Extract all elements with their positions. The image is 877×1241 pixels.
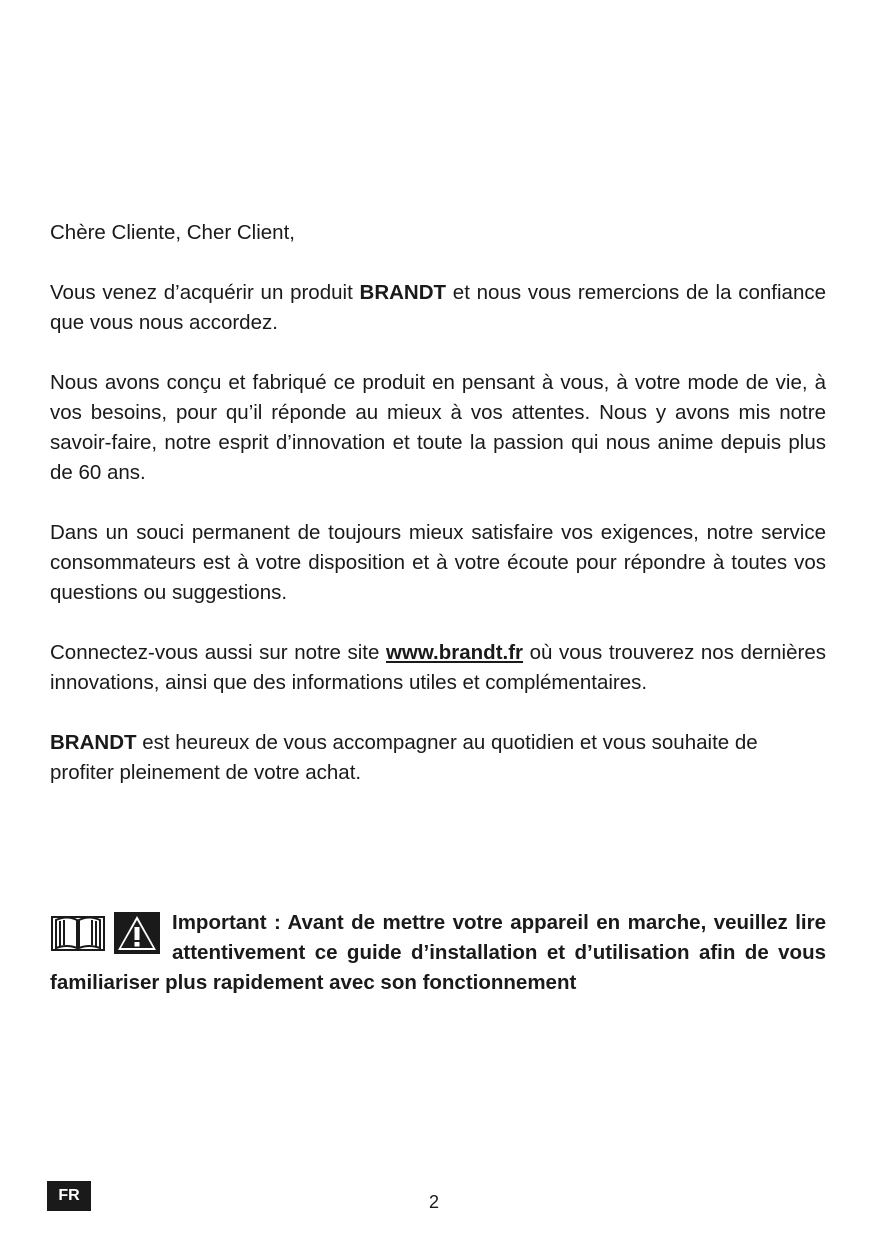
- paragraph-design: Nous avons conçu et fabriqué ce produit en pensant à vous, à votre mode de vie, à vos besoins, pour qu’il réponde au mieux à vos attentes. Nous y avons mis notre savoir-faire, notre esprit d’innovation et toute la passion qui nous anime depuis plus de 60 ans.: [50, 371, 826, 484]
- language-badge: FR: [47, 1181, 91, 1211]
- paragraph-website: [50, 638, 826, 698]
- website-link[interactable]: www.brandt.fr: [385, 641, 524, 664]
- p1-text-before: Vous venez d’acquérir un produit: [50, 281, 360, 304]
- p4-text-before: Connectez-vous aussi sur notre site: [50, 641, 386, 664]
- letter-body: [50, 218, 826, 818]
- warning-icon: [114, 912, 160, 954]
- notice-text: Important : Avant de mettre votre appareil en marche, veuillez lire attentivement ce guide d’installation et d’utilisation afin de vous familiariser plus rapidement avec son fonctionnement: [50, 911, 826, 994]
- p5-text-after: est heureux de vous accompagner au quotidien et vous souhaite de profiter pleinement de votre achat.: [50, 731, 758, 784]
- paragraph-service: Dans un souci permanent de toujours mieux satisfaire vos exigences, notre service consommateurs est à votre disposition et à votre écoute pour répondre à toutes vos questions ou suggestions.: [50, 521, 826, 604]
- paragraph-closing: [50, 728, 826, 788]
- brand-name: BRANDT: [359, 281, 447, 304]
- paragraph-thanks: [50, 278, 826, 338]
- p1-text-after: et nous vous remercions de la confiance que vous nous accordez.: [50, 281, 827, 334]
- brand-name: BRANDT: [50, 731, 137, 754]
- page-number: 2: [428, 1192, 439, 1212]
- book-icon: [50, 912, 106, 954]
- greeting: Chère Cliente, Cher Client,: [50, 221, 295, 244]
- important-notice: [50, 908, 826, 998]
- p4-text-after: où vous trouverez nos dernières innovations, ainsi que des informations utiles et complémentaires.: [50, 641, 826, 694]
- notice-icons: [50, 912, 160, 964]
